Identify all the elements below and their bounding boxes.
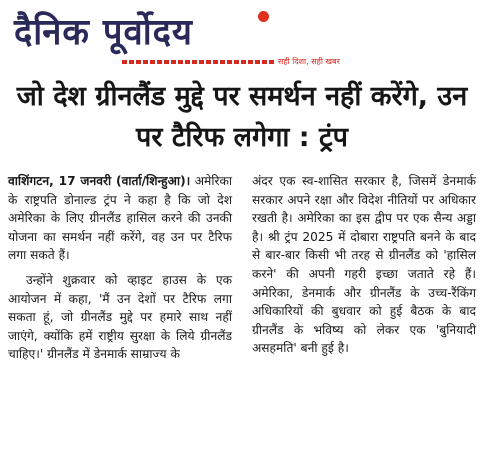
article-paragraph: उन्होंने शुक्रवार को व्हाइट हाउस के एक आयोजन में कहा, 'मैं उन देशों पर टैरिफ लगा सकता हूं, जो ग्रीनलैंड मुद्दे पर हमारे साथ नहीं जाएंगे, क्योंकि हमें राष्ट्रीय सुरक्षा के लिये ग्रीनलैंड चाहिए।' ग्रीनलैंड में डेनमार्क साम्राज्य के — [8, 272, 232, 362]
logo-dot-icon — [258, 11, 269, 22]
article-dateline: वाशिंगटन, 17 जनवरी (वार्ता/शिन्हुआ)। — [8, 174, 191, 188]
article-column-left — [8, 172, 232, 460]
article-paragraph — [8, 172, 232, 265]
masthead-tagline: सही दिशा, सही खबर — [278, 57, 340, 66]
masthead — [0, 0, 480, 70]
newspaper-logo: दैनिक पूर्वोदय — [14, 12, 193, 53]
masthead-rule — [122, 60, 276, 64]
article-body — [8, 172, 476, 460]
article-paragraph-text: अमेरिका के राष्ट्रपति डोनाल्ड ट्रंप ने कहा है कि जो देश अमेरिका के लिए ग्रीनलैंड हासिल करने की उनकी योजना का समर्थन नहीं करेंगे, वह उन पर टैरिफ लगा सकते हैं। — [8, 174, 233, 263]
article-column-right — [252, 172, 476, 460]
article-headline: जो देश ग्रीनलैंड मुद्दे पर समर्थन नहीं करेंगे, उन पर टैरिफ लगेगा : ट्रंप — [16, 81, 468, 153]
article-paragraph: अंदर एक स्व-शासित सरकार है, जिसमें डेनमार्क सरकार अपने रक्षा और विदेश नीतियों पर अधिकार रखती है। अमेरिका का इस द्वीप पर एक सैन्य अड्डा है। श्री ट्रंप 2025 में दोबारा राष्ट्रपति बनने के बाद से बार-बार किसी भी तरह से ग्रीनलैंड को 'हासिल करने' की अपनी गहरी इच्छा जताते रहे हैं। अमेरिका, डेनमार्क और ग्रीनलैंड के उच्च-रैंकिंग अधिकारियों की बुधवार को हुई बैठक के बाद ग्रीनलैंड के भविष्य को लेकर एक 'बुनियादी असहमति' बनी हुई है। — [252, 174, 476, 356]
